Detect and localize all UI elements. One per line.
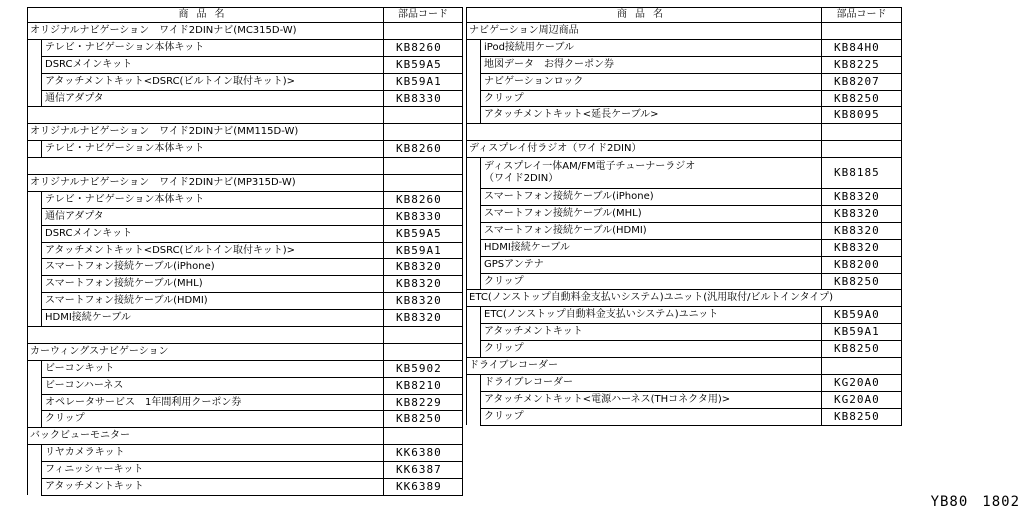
indent-cell <box>28 479 42 496</box>
part-row <box>28 360 463 377</box>
part-row <box>28 293 463 310</box>
section-title: ディスプレイ付ラジオ（ワイド2DIN） <box>467 141 822 158</box>
part-name: スマートフォン接続ケーブル(iPhone) <box>42 259 384 276</box>
indent-cell <box>28 225 42 242</box>
section-title: オリジナルナビゲーション ワイド2DINナビ(MP315D-W) <box>28 175 384 192</box>
part-code: KB59A5 <box>384 56 463 73</box>
section-row <box>28 23 463 40</box>
part-name: アタッチメントキット<電源ハーネス(THコネクタ用)> <box>481 391 822 408</box>
part-row <box>28 90 463 107</box>
part-code: KB8095 <box>822 107 902 124</box>
indent-cell <box>28 293 42 310</box>
part-name: アタッチメントキット<DSRC(ビルトイン取付キット)> <box>42 73 384 90</box>
part-code: KB8250 <box>822 90 902 107</box>
part-name: クリップ <box>481 341 822 358</box>
part-code: KB8250 <box>822 408 902 425</box>
part-code: KB8320 <box>384 293 463 310</box>
part-name: クリップ <box>42 411 384 428</box>
part-row <box>28 462 463 479</box>
part-code: KB8320 <box>822 206 902 223</box>
part-name: スマートフォン接続ケーブル(HDMI) <box>481 222 822 239</box>
part-row <box>467 206 902 223</box>
part-code: KB59A1 <box>384 73 463 90</box>
part-name: スマートフォン接続ケーブル(MHL) <box>481 206 822 223</box>
indent-cell <box>28 141 42 158</box>
section-row <box>28 175 463 192</box>
section-code-cell <box>384 23 463 40</box>
section-row <box>467 23 902 40</box>
section-title: オリジナルナビゲーション ワイド2DINナビ(MM115D-W) <box>28 124 384 141</box>
part-code: KB59A1 <box>384 242 463 259</box>
indent-cell <box>28 242 42 259</box>
section-row <box>467 141 902 158</box>
indent-cell <box>28 191 42 208</box>
part-name: DSRCメインキット <box>42 56 384 73</box>
part-row <box>28 259 463 276</box>
part-code: KB8207 <box>822 73 902 90</box>
indent-cell <box>467 90 481 107</box>
blank-code-cell <box>384 327 463 344</box>
section-title: カーウィングスナビゲーション <box>28 343 384 360</box>
part-row <box>467 307 902 324</box>
part-row <box>467 273 902 290</box>
part-row <box>28 73 463 90</box>
part-code: KK6389 <box>384 479 463 496</box>
part-code: KB84H0 <box>822 39 902 56</box>
part-name: ドライブレコーダー <box>481 374 822 391</box>
catalog-number: YB80 <box>930 494 969 510</box>
part-name: アタッチメントキット<延長ケーブル> <box>481 107 822 124</box>
part-code: KB8320 <box>822 189 902 206</box>
indent-cell <box>467 206 481 223</box>
part-row <box>467 374 902 391</box>
section-code-cell <box>384 175 463 192</box>
part-name: DSRCメインキット <box>42 225 384 242</box>
part-name <box>481 158 822 189</box>
indent-cell <box>28 377 42 394</box>
blank-code-cell <box>384 158 463 175</box>
indent-cell <box>28 90 42 107</box>
blank-cell <box>28 107 384 124</box>
part-name: アタッチメントキット<DSRC(ビルトイン取付キット)> <box>42 242 384 259</box>
product-name-header: 商品名 <box>28 8 384 23</box>
part-code: KB59A0 <box>822 307 902 324</box>
part-row <box>28 310 463 327</box>
indent-cell <box>28 411 42 428</box>
indent-cell <box>28 360 42 377</box>
indent-cell <box>28 259 42 276</box>
blank-row <box>467 124 902 141</box>
section-row <box>28 343 463 360</box>
section-code-cell <box>384 428 463 445</box>
part-name: テレビ・ナビゲーション本体キット <box>42 141 384 158</box>
indent-cell <box>467 107 481 124</box>
part-row <box>28 445 463 462</box>
part-row <box>467 189 902 206</box>
section-row <box>28 124 463 141</box>
indent-cell <box>28 462 42 479</box>
section-row <box>467 358 902 375</box>
section-row <box>467 290 902 307</box>
part-code: KK6387 <box>384 462 463 479</box>
part-code: KB8320 <box>822 222 902 239</box>
section-code-cell <box>822 23 902 40</box>
part-row <box>467 90 902 107</box>
part-code: KB8330 <box>384 90 463 107</box>
part-name: リヤカメラキット <box>42 445 384 462</box>
part-row <box>467 107 902 124</box>
catalog-date: 1802 <box>982 494 1020 510</box>
part-code: KB8200 <box>822 256 902 273</box>
section-code-cell <box>822 358 902 375</box>
section-title: オリジナルナビゲーション ワイド2DINナビ(MC315D-W) <box>28 23 384 40</box>
product-name-header: 商品名 <box>467 8 822 23</box>
right-table-body <box>467 23 902 426</box>
part-code: KB8260 <box>384 141 463 158</box>
indent-cell <box>467 374 481 391</box>
indent-cell <box>28 56 42 73</box>
part-code: KB8260 <box>384 191 463 208</box>
part-code: KG20A0 <box>822 391 902 408</box>
blank-code-cell <box>384 107 463 124</box>
indent-cell <box>28 394 42 411</box>
part-row <box>467 391 902 408</box>
indent-cell <box>28 39 42 56</box>
indent-cell <box>467 391 481 408</box>
part-name: スマートフォン接続ケーブル(iPhone) <box>481 189 822 206</box>
part-name: クリップ <box>481 408 822 425</box>
part-row <box>28 276 463 293</box>
part-row <box>467 56 902 73</box>
part-code: KB8320 <box>384 310 463 327</box>
part-name: ビーコンハーネス <box>42 377 384 394</box>
part-row <box>467 39 902 56</box>
part-row <box>28 242 463 259</box>
part-name: GPSアンテナ <box>481 256 822 273</box>
part-name: テレビ・ナビゲーション本体キット <box>42 39 384 56</box>
part-row <box>467 158 902 189</box>
right-table-header <box>467 8 902 23</box>
part-row <box>467 341 902 358</box>
section-code-cell <box>384 124 463 141</box>
part-row <box>28 394 463 411</box>
part-code: KB59A5 <box>384 225 463 242</box>
part-name: iPod接続用ケーブル <box>481 39 822 56</box>
section-title: バックビューモニター <box>28 428 384 445</box>
part-row <box>28 56 463 73</box>
indent-cell <box>467 307 481 324</box>
indent-cell <box>467 324 481 341</box>
blank-row <box>28 327 463 344</box>
part-code-header: 部品コード <box>822 8 902 23</box>
blank-row <box>28 158 463 175</box>
part-code: KB8210 <box>384 377 463 394</box>
part-name: クリップ <box>481 90 822 107</box>
section-title: ナビゲーション周辺商品 <box>467 23 822 40</box>
left-table-body <box>28 23 463 496</box>
indent-cell <box>467 158 481 189</box>
indent-cell <box>467 408 481 425</box>
part-name: スマートフォン接続ケーブル(HDMI) <box>42 293 384 310</box>
part-name: アタッチメントキット <box>42 479 384 496</box>
blank-row <box>28 107 463 124</box>
indent-cell <box>467 239 481 256</box>
part-name: クリップ <box>481 273 822 290</box>
blank-cell <box>28 158 384 175</box>
part-row <box>28 377 463 394</box>
part-row <box>28 141 463 158</box>
part-row <box>28 39 463 56</box>
part-row <box>467 408 902 425</box>
part-code: KB8185 <box>822 158 902 189</box>
part-code: KB8330 <box>384 208 463 225</box>
part-name-line2: （ワイド2DIN） <box>484 173 559 185</box>
part-name: オペレータサービス 1年間利用クーポン券 <box>42 394 384 411</box>
right-parts-table <box>466 7 902 426</box>
part-name: テレビ・ナビゲーション本体キット <box>42 191 384 208</box>
part-code: KB8260 <box>384 39 463 56</box>
part-code: KB8225 <box>822 56 902 73</box>
blank-code-cell <box>822 124 902 141</box>
part-code: KK6380 <box>384 445 463 462</box>
indent-cell <box>467 341 481 358</box>
section-code-cell <box>384 343 463 360</box>
indent-cell <box>28 73 42 90</box>
catalog-footer <box>931 494 1020 510</box>
part-code: KB8250 <box>384 411 463 428</box>
part-row <box>28 225 463 242</box>
part-row <box>467 239 902 256</box>
left-table-header <box>28 8 463 23</box>
indent-cell <box>467 73 481 90</box>
indent-cell <box>467 256 481 273</box>
indent-cell <box>28 310 42 327</box>
part-name: HDMI接続ケーブル <box>42 310 384 327</box>
left-parts-table <box>27 7 463 496</box>
part-row <box>467 73 902 90</box>
indent-cell <box>467 56 481 73</box>
part-name: アタッチメントキット <box>481 324 822 341</box>
part-row <box>467 222 902 239</box>
blank-cell <box>467 124 822 141</box>
part-code-header: 部品コード <box>384 8 463 23</box>
part-name: ナビゲーションロック <box>481 73 822 90</box>
indent-cell <box>467 39 481 56</box>
part-code: KB8320 <box>384 276 463 293</box>
part-name: 通信アダプタ <box>42 208 384 225</box>
indent-cell <box>28 276 42 293</box>
part-row <box>28 479 463 496</box>
part-code: KB8320 <box>384 259 463 276</box>
indent-cell <box>467 273 481 290</box>
section-title: ETC(ノンストップ自動料金支払いシステム)ユニット(汎用取付/ビルトインタイプ) <box>467 290 902 307</box>
part-code: KB59A1 <box>822 324 902 341</box>
part-code: KB8229 <box>384 394 463 411</box>
section-row <box>28 428 463 445</box>
part-code: KG20A0 <box>822 374 902 391</box>
part-name: ETC(ノンストップ自動料金支払いシステム)ユニット <box>481 307 822 324</box>
part-name: HDMI接続ケーブル <box>481 239 822 256</box>
part-name-line1: ディスプレイ一体AM/FM電子チューナーラジオ <box>484 161 696 173</box>
part-name: ビーコンキット <box>42 360 384 377</box>
part-name: フィニッシャーキット <box>42 462 384 479</box>
indent-cell <box>467 189 481 206</box>
indent-cell <box>28 445 42 462</box>
part-code: KB5902 <box>384 360 463 377</box>
part-name: 通信アダプタ <box>42 90 384 107</box>
part-row <box>28 208 463 225</box>
part-code: KB8250 <box>822 273 902 290</box>
part-row <box>467 324 902 341</box>
part-name: スマートフォン接続ケーブル(MHL) <box>42 276 384 293</box>
part-row <box>467 256 902 273</box>
part-code: KB8320 <box>822 239 902 256</box>
section-code-cell <box>822 141 902 158</box>
part-row <box>28 191 463 208</box>
part-row <box>28 411 463 428</box>
blank-cell <box>28 327 384 344</box>
indent-cell <box>467 222 481 239</box>
part-name: 地図データ お得クーポン券 <box>481 56 822 73</box>
part-code: KB8250 <box>822 341 902 358</box>
section-title: ドライブレコーダー <box>467 358 822 375</box>
indent-cell <box>28 208 42 225</box>
